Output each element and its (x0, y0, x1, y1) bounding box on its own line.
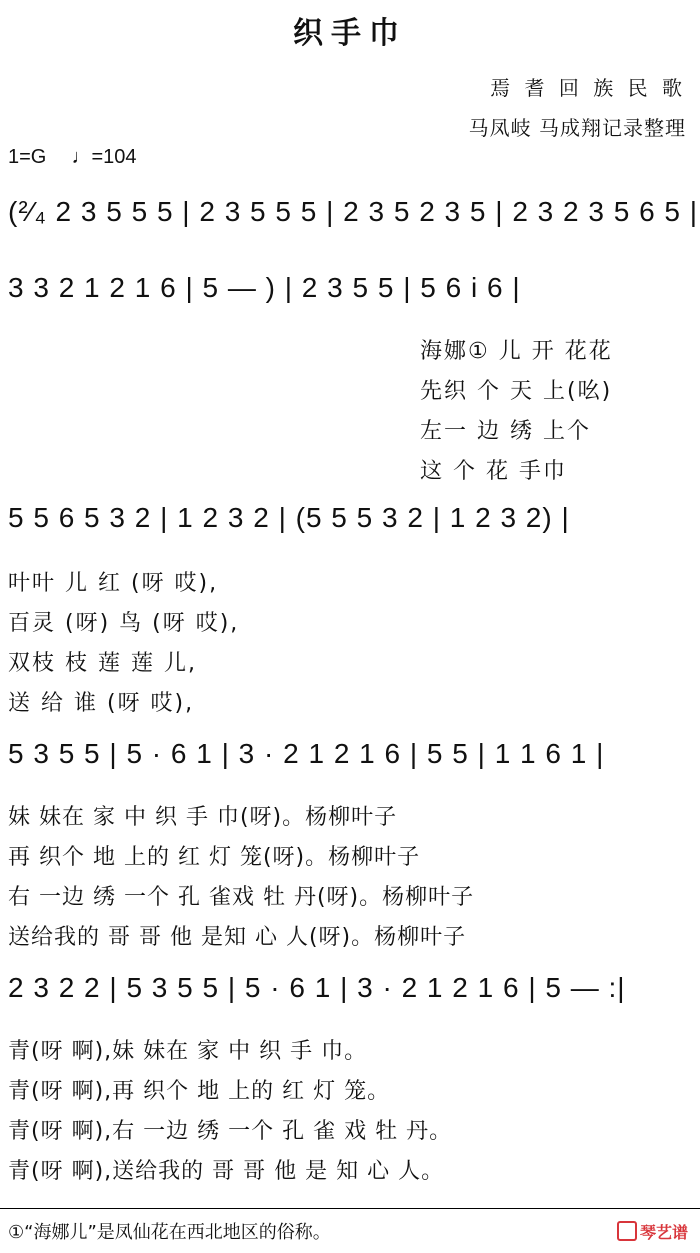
credit-people: 马凤岐 马成翔记录整理 (468, 116, 686, 140)
lyric-s5-verse-1: 青(呀 啊),妹 妹在 家 中 织 手 巾。 (8, 1039, 368, 1064)
credit-region: 焉 耆 回 族 民 歌 (490, 76, 686, 100)
lyric-s5-verse-4: 青(呀 啊),送给我的 哥 哥 他 是 知 心 人。 (8, 1159, 445, 1184)
watermark-text: 琴艺谱 (639, 1223, 688, 1242)
notation-system-4: 5 3 5 5 | 5 · 6 1 | 3 · 2 1 2 1 6 | 5 5 | 1 1 6 1 | (8, 738, 605, 769)
lyric-s3-verse-2: 百灵 (呀) 鸟 (呀 哎), (8, 611, 240, 636)
lyric-s3-verse-4: 送 给 谁 (呀 哎), (8, 691, 195, 716)
key-signature: 1=G (8, 146, 47, 168)
lyric-s2-verse-3: 左一 边 绣 上个 (420, 419, 591, 444)
logo-icon (617, 1221, 637, 1241)
song-title: 织手巾 (293, 16, 407, 51)
watermark-logo (617, 1220, 688, 1243)
lyric-s4-verse-1: 妹 妹在 家 中 织 手 巾(呀)。杨柳叶子 (8, 805, 398, 830)
lyric-s4-verse-2: 再 织个 地 上的 红 灯 笼(呀)。杨柳叶子 (8, 845, 421, 870)
notation-system-1: (²⁄₄ 2 3 5 5 5 | 2 3 5 5 5 | 2 3 5 2 3 5 | 2 3 2 3 5 6 5 | (8, 196, 699, 227)
footnote: ①“海娜儿”是凤仙花在西北地区的俗称。 (8, 1222, 331, 1243)
lyric-s5-verse-3: 青(呀 啊),右 一边 绣 一个 孔 雀 戏 牡 丹。 (8, 1119, 453, 1144)
lyric-s4-verse-3: 右 一边 绣 一个 孔 雀戏 牡 丹(呀)。杨柳叶子 (8, 885, 475, 910)
lyric-s3-verse-3: 双枝 枝 莲 莲 儿, (8, 651, 197, 676)
lyric-s2-verse-2: 先织 个 天 上(吆) (420, 379, 613, 404)
lyric-s3-verse-1: 叶叶 儿 红 (呀 哎), (8, 571, 219, 596)
key-tempo (8, 146, 137, 169)
notation-system-2: 3 3 2 1 2 1 6 | 5 — ) | 2 3 5 5 | 5 6 i 6 | (8, 272, 521, 303)
tempo-marking: ♩=104 (71, 146, 137, 168)
lyric-s2-verse-4: 这 个 花 手巾 (420, 459, 567, 484)
notation-system-3: 5 5 6 5 3 2 | 1 2 3 2 | (5 5 5 3 2 | 1 2 3 2) | (8, 502, 570, 533)
lyric-s2-verse-1: 海娜① 儿 开 花花 (420, 339, 613, 364)
notation-system-5: 2 3 2 2 | 5 3 5 5 | 5 · 6 1 | 3 · 2 1 2 1 6 | 5 — :| (8, 972, 626, 1003)
lyric-s4-verse-4: 送给我的 哥 哥 他 是知 心 人(呀)。杨柳叶子 (8, 925, 467, 950)
footnote-divider (0, 1208, 700, 1209)
lyric-s5-verse-2: 青(呀 啊),再 织个 地 上的 红 灯 笼。 (8, 1079, 391, 1104)
